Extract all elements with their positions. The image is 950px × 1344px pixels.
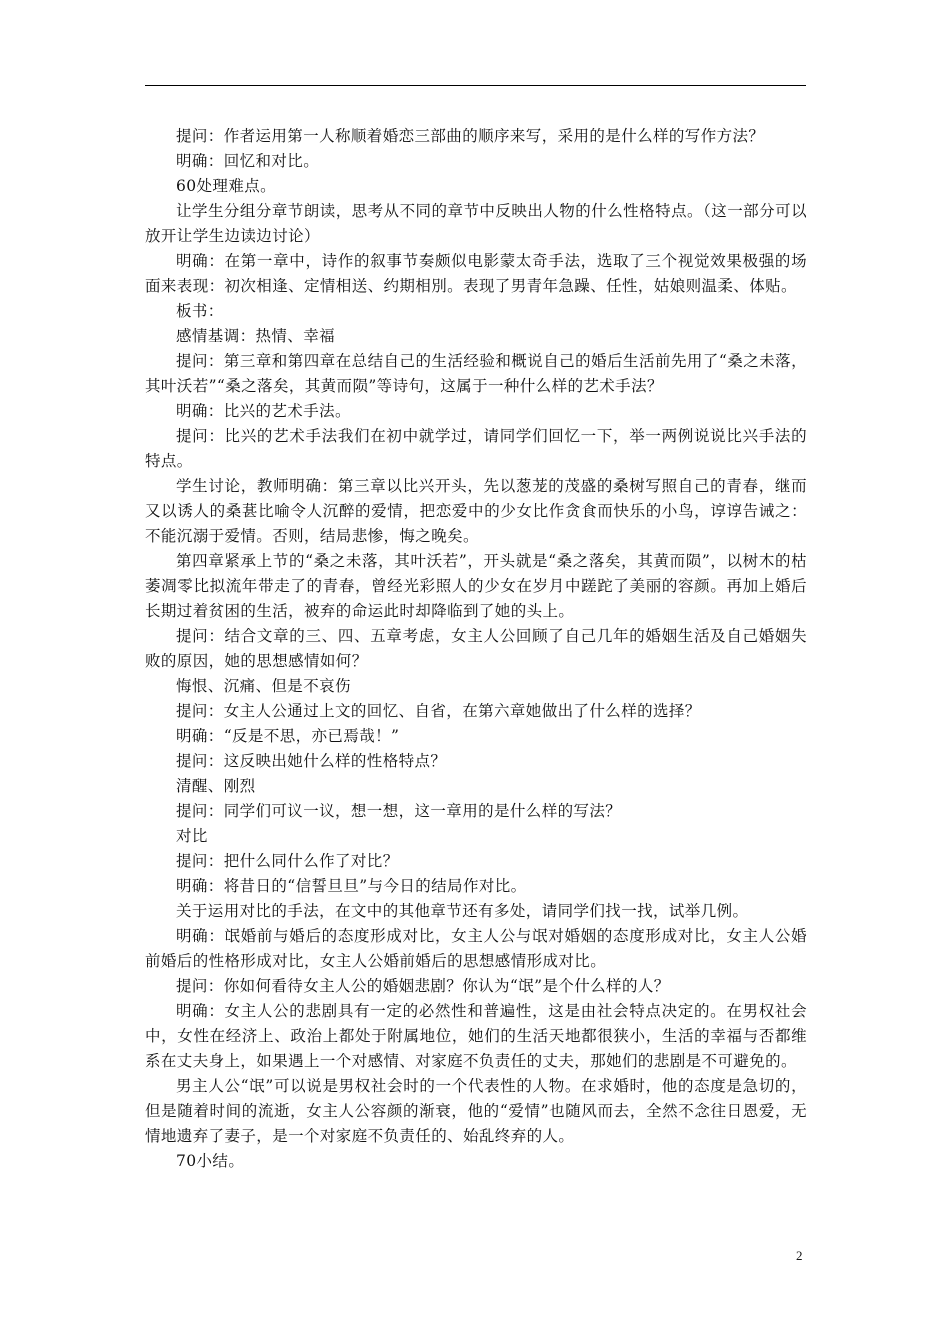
paragraph: 明确：氓婚前与婚后的态度形成对比，女主人公与氓对婚姻的态度形成对比，女主人公婚前婚后的性格形成对比，女主人公婚前婚后的思想感情形成对比。 xyxy=(145,927,807,970)
paragraph: 第四章紧承上节的“桑之未落，其叶沃若”，开头就是“桑之落矣，其黄而陨”，以树木的枯萎凋零比拟流年带走了的青春，曾经光彩照人的少女在岁月中蹉跎了美丽的容颜。再加上婚后长期过着贫困的生活，被弃的命运此时却降临到了她的头上。 xyxy=(145,552,807,620)
paragraph: 明确：将昔日的“信誓旦旦”与今日的结局作对比。 xyxy=(176,877,527,895)
paragraph: 关于运用对比的手法，在文中的其他章节还有多处，请同学们找一找，试举几例。 xyxy=(176,902,749,920)
paragraph: 明确：“反是不思，亦已焉哉！” xyxy=(176,727,400,745)
paragraph: 提问：女主人公通过上文的回忆、自省，在第六章她做出了什么样的选择？ xyxy=(176,702,701,720)
paragraph: 明确：回忆和对比。 xyxy=(176,152,320,170)
header-rule xyxy=(145,85,806,86)
paragraph: 提问：这反映出她什么样的性格特点？ xyxy=(176,752,447,770)
paragraph: 提问：同学们可议一议，想一想，这一章用的是什么样的写法？ xyxy=(176,802,622,820)
paragraph: 让学生分组分章节朗读，思考从不同的章节中反映出人物的什么性格特点。（这一部分可以放开让学生边读边讨论） xyxy=(145,202,807,245)
paragraph: 提问：把什么同什么作了对比？ xyxy=(176,852,399,870)
paragraph: 提问：结合文章的三、四、五章考虑，女主人公回顾了自己几年的婚姻生活及自己婚姻失败的原因，她的思想感情如何？ xyxy=(145,627,807,670)
paragraph: 清醒、刚烈 xyxy=(176,777,256,795)
paragraph: 明确：在第一章中，诗作的叙事节奏颇似电影蒙太奇手法，选取了三个视觉效果极强的场面来表现：初次相逢、定情相送、约期相別。表现了男青年急躁、任性，姑娘则温柔、体贴。 xyxy=(145,252,807,295)
page-number: 2 xyxy=(796,1248,803,1263)
paragraph: 提问：作者运用第一人称顺着婚恋三部曲的顺序来写，采用的是什么样的写作方法？ xyxy=(176,127,765,145)
paragraph: 悔恨、沉痛、但是不哀伤 xyxy=(176,677,351,695)
paragraph: 对比 xyxy=(176,827,208,845)
paragraph: 男主人公“氓”可以说是男权社会时的一个代表性的人物。在求婚时，他的态度是急切的，但是随着时间的流逝，女主人公容颜的渐衰，他的“爱情”也随风而去，全然不念往日恩爱，无情地遗弃了妻子，是一个对家庭不负责任的、始乱终弃的人。 xyxy=(145,1077,807,1145)
paragraph: 提问：比兴的艺术手法我们在初中就学过，请同学们回忆一下，举一两例说说比兴手法的特点。 xyxy=(145,427,807,470)
paragraph: 提问：你如何看待女主人公的婚姻悲剧？你认为“氓”是个什么样的人？ xyxy=(176,977,670,995)
paragraph: 学生讨论，教师明确：第三章以比兴开头，先以葱茏的茂盛的桑树写照自己的青春，继而又以诱人的桑葚比喻令人沉醉的爱情，把恋爱中的少女比作贪食而快乐的小鸟，谆谆告诫之：不能沉溺于爱情。否则，结局悲惨，悔之晚矣。 xyxy=(145,477,807,545)
document-body xyxy=(145,124,807,1174)
paragraph: 70小结。 xyxy=(176,1152,245,1170)
paragraph: 板书： xyxy=(176,302,224,320)
paragraph: 提问：第三章和第四章在总结自己的生活经验和概说自己的婚后生活前先用了“桑之未落，其叶沃若”“桑之落矣，其黄而陨”等诗句，这属于一种什么样的艺术手法？ xyxy=(145,352,807,395)
paragraph: 明确：女主人公的悲剧具有一定的必然性和普遍性，这是由社会特点决定的。在男权社会中，女性在经济上、政治上都处于附属地位，她们的生活天地都很狭小，生活的幸福与否都维系在丈夫身上，如果遇上一个对感情、对家庭不负责任的丈夫，那她们的悲剧是不可避免的。 xyxy=(145,1002,807,1070)
paragraph: 60处理难点。 xyxy=(176,177,277,195)
paragraph: 感情基调：热情、幸福 xyxy=(176,327,336,345)
paragraph: 明确：比兴的艺术手法。 xyxy=(176,402,351,420)
